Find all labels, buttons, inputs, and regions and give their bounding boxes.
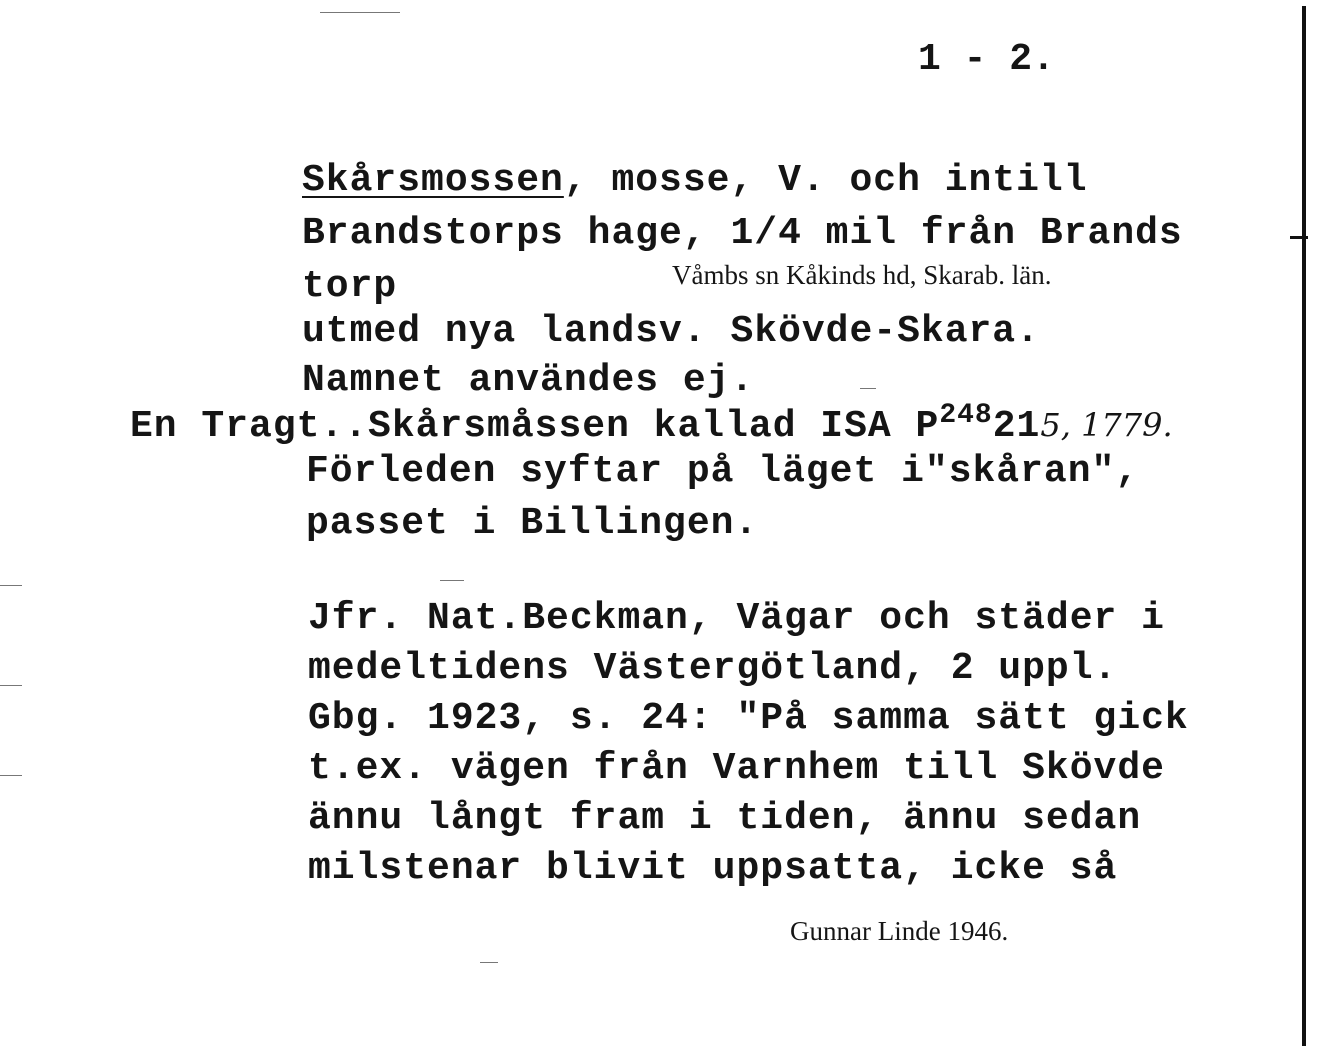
scan-speck xyxy=(0,685,22,686)
parish-stamp: Våmbs sn Kåkinds hd, Skarab. län. xyxy=(672,260,1052,290)
scan-speck xyxy=(0,585,22,586)
reference-line: Gbg. 1923, s. 24: "På samma sätt gick xyxy=(308,697,1189,740)
entry-line-4: utmed nya landsv. Skövde-Skara. xyxy=(302,310,1040,353)
scan-speck xyxy=(860,388,876,389)
scan-speck xyxy=(0,775,22,776)
scan-speck xyxy=(440,580,464,581)
entry-line-2: Brandstorps hage, 1/4 mil från Brands xyxy=(302,212,1183,255)
reference-line: Jfr. Nat.Beckman, Vägar och städer i xyxy=(308,597,1165,640)
handwritten-ref: 5, 1779. xyxy=(1040,406,1173,444)
source-page-ref: 21 xyxy=(992,405,1041,448)
reference-line: ännu långt fram i tiden, ännu sedan xyxy=(308,797,1142,840)
entry-line-1-rest: , mosse, V. och intill xyxy=(563,159,1088,202)
reference-line: milstenar blivit uppsatta, icke så xyxy=(308,847,1118,890)
scan-speck xyxy=(480,962,498,963)
card-number: 1 - 2. xyxy=(918,38,1055,81)
entry-line-3: torp xyxy=(302,265,398,308)
reference-line: t.ex. vägen från Varnhem till Skövde xyxy=(308,747,1165,790)
source-superscript: 248 xyxy=(939,400,993,431)
entry-line-5: Namnet användes ej. xyxy=(302,359,755,402)
headword: Skårsmossen xyxy=(302,159,564,202)
collector-stamp: Gunnar Linde 1946. xyxy=(790,916,1009,946)
entry-line-1 xyxy=(302,159,1088,202)
explanation-line-1: Förleden syftar på läget i"skåran", xyxy=(306,450,1140,493)
source-line xyxy=(130,400,1173,448)
card-edge-tick xyxy=(1290,236,1308,239)
reference-line: medeltidens Västergötland, 2 uppl. xyxy=(308,647,1118,690)
card-right-edge xyxy=(1302,6,1306,1046)
source-text: En Tragt..Skårsmåssen kallad ISA P xyxy=(130,405,940,448)
explanation-line-2: passet i Billingen. xyxy=(306,502,759,545)
scan-speck xyxy=(320,12,400,13)
